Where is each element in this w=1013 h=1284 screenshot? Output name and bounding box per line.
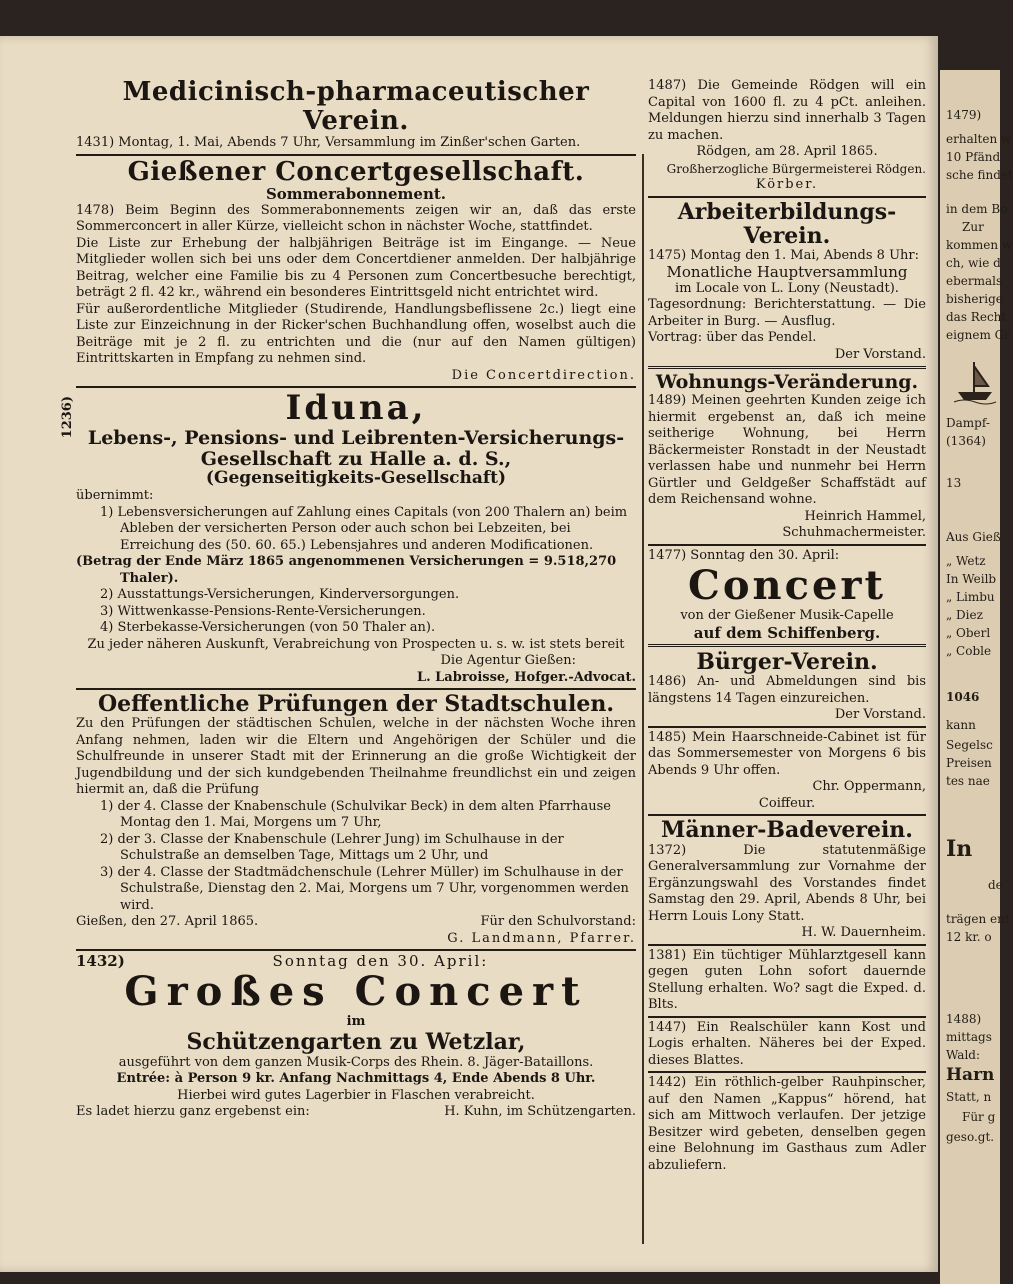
divider: [648, 726, 926, 728]
wohnung-text: 1489) Meinen geehrten Kunden zeige ich hiermit ergebenst an, daß ich meine seitherige Wohnung, bei Herrn Bäckermeister Ronstadt in der Neustadt verlassen habe und nunmehr bei Herrn Gürtler und Geldgeßer Schaffstädt auf dem Reichensand wohne.: [648, 393, 926, 508]
edge-text: 1046: [946, 690, 980, 704]
edge-text: Harn: [946, 1065, 995, 1085]
iduna-title: Iduna,: [285, 388, 427, 429]
roedgen-date: Rödgen, am 28. April 1865.: [696, 144, 878, 159]
grosses-im: im: [346, 1013, 366, 1029]
iduna-outro: Zu jeder näheren Auskunft, Verabreichung von Prospecten u. s. w. ist stets bereit: [87, 636, 625, 652]
iduna-agent: L. Labroisse, Hofger.-Advocat.: [416, 669, 636, 685]
edge-text: erhalten w: [946, 132, 1012, 146]
grosses-title: Großes Concert: [124, 967, 588, 1015]
concert2-head: 1477) Sonntag den 30. April:: [648, 547, 840, 563]
iduna-item: 4) Sterbekasse-Versicherungen (von 50 Thaler an).: [100, 620, 436, 636]
right-column: [648, 78, 926, 1174]
iduna-item: 1) Lebensversicherungen auf Zahlung eines Capitals (von 200 Thalern an) beim Ableben der versicherten Person oder auch schon bei Lebzeiten, bei Erreichung des (50. 60. 65.) Lebensjahres und anderen Modificationen.: [100, 504, 628, 553]
concert-society-subtitle: Sommerabonnement.: [265, 185, 447, 204]
edge-text: „ Coble: [946, 644, 992, 658]
grosses-line1: ausgeführt von dem ganzen Musik-Corps des Rhein. 8. Jäger-Bataillons.: [118, 1054, 594, 1070]
edge-text: bisherige: [946, 292, 1003, 306]
roedgen-name: Körber.: [755, 177, 819, 192]
divider: [648, 1071, 926, 1073]
edge-text: Preisen: [946, 756, 992, 770]
baden-text: 1372) Die statutenmäßige Generalversammlung zur Vornahme der Ergänzungswahl des Vorstandes findet Samstag den 29. April, Abends 8 Uhr, bei Herrn Louis Lony Statt.: [648, 842, 926, 924]
baden-sign: H. W. Dauernheim.: [801, 925, 926, 941]
concert-society-sign: Die Concertdirection.: [451, 367, 636, 383]
buerger-title: Bürger-Verein.: [696, 649, 878, 676]
edge-text: In: [946, 836, 973, 862]
schools-list: [76, 799, 636, 915]
arbeiter-text: 1475) Montag den 1. Mai, Abends 8 Uhr:: [648, 247, 919, 263]
divider: [648, 1016, 926, 1018]
edge-text: „ Diez: [946, 608, 983, 622]
buerger-text: 1486) An- und Abmeldungen sind bis längstens 14 Tagen einzureichen.: [648, 674, 926, 706]
haar-trade: Coiffeur.: [758, 795, 816, 811]
concert-society-p3: Für außerordentliche Mitglieder (Studirende, Handlungsbeflissene 2c.) liegt eine Liste zur Einzeichnung in der Ricker'schen Buchhandlung offen, woselbst auch die Beiträge mit je 2 fl. zu entrichten und die (nur auf den Namen gültigen) Eintrittskarten in Empfang zu nehmen sind.: [76, 301, 636, 367]
schools-title: Oeffentliche Prüfungen der Stadtschulen.: [97, 691, 614, 718]
schools-item: 1) der 4. Classe der Knabenschule (Schulvikar Beck) in dem alten Pfarrhause Montag den 1. Mai, Morgens um 7 Uhr,: [100, 798, 611, 831]
iduna-line1: Lebens-, Pensions- und Leibrenten-Versicherungs-: [87, 426, 625, 449]
iduna-item: 3) Wittwenkasse-Pensions-Rente-Versicherungen.: [100, 603, 426, 619]
edge-text: de: [988, 878, 1003, 892]
schools-item: 2) der 3. Classe der Knabenschule (Lehrer Jung) im Schulhause in der Schulstraße an demselben Tage, Mittags um 2 Uhr, und: [100, 831, 564, 864]
iduna-item: (Betrag der Ende März 1865 angenommenen Versicherungen = 9.518,270 Thaler).: [76, 554, 617, 586]
edge-text: tes nae: [946, 774, 990, 788]
ad-lost-dog: 1442) Ein röthlich-gelber Rauhpinscher, auf den Namen „Kappus“ hörend, hat sich am Mittwoch verlaufen. Der jetzige Besitzer wird gebeten, denselben gegen eine Belohnung im Gasthaus zum Adler abzuliefern.: [648, 1075, 926, 1173]
edge-text: das Recht: [946, 310, 1007, 324]
edge-text: ch, wie d: [946, 256, 1001, 270]
iduna-ad: [60, 388, 636, 686]
concert2-title: Concert: [688, 562, 886, 610]
concert-society-p2: Die Liste zur Erhebung der halbjährigen Beiträge ist im Eingange. — Neue Mitglieder wollen sich bei uns oder dem Concertdiener anmelden. Der halbjährige Beitrag, welcher eine Familie bis zu 4 Personen zum Concertbesuche berechtigt, beträgt 2 fl. 42 kr., während ein besonderes Eintrittsgeld nicht entrichtet wird.: [76, 235, 636, 301]
edge-text: kommen w: [946, 238, 1013, 252]
grosses-place: Schützengarten zu Wetzlar,: [186, 1029, 526, 1056]
schools-date: Gießen, den 27. April 1865.: [76, 914, 259, 930]
edge-text: „ Wetz: [946, 554, 986, 568]
edge-text: kann: [946, 718, 976, 732]
wohnung-trade: Schuhmachermeister.: [782, 525, 926, 541]
grosses-invite: Es ladet hierzu ganz ergebenst ein:: [76, 1104, 310, 1120]
edge-text: In Weilb: [946, 572, 997, 586]
schools-pastor: G. Landmann, Pfarrer.: [447, 930, 636, 946]
grosses-host: H. Kuhn, im Schützengarten.: [444, 1104, 636, 1120]
divider: [648, 366, 926, 369]
edge-text: 10 Pfänd: [946, 150, 1001, 164]
iduna-agency: Die Agentur Gießen:: [440, 653, 576, 669]
concert-society-title: Gießener Concertgesellschaft.: [127, 156, 585, 187]
wohnung-title: Wohnungs-Veränderung.: [655, 371, 919, 394]
grosses-line3: Hierbei wird gutes Lagerbier in Flaschen verabreicht.: [177, 1087, 535, 1103]
edge-text: Segelsc: [946, 738, 993, 752]
concert2-by: von der Gießener Musik-Capelle: [680, 608, 894, 624]
wohnung-name: Heinrich Hammel,: [804, 508, 926, 524]
edge-text: in dem Bo: [946, 202, 1008, 216]
divider: [648, 544, 926, 546]
iduna-line2: Gesellschaft zu Halle a. d. S.,: [200, 447, 512, 470]
arbeiter-location: im Locale von L. Lony (Neustadt).: [675, 280, 899, 296]
concert2-where: auf dem Schiffenberg.: [693, 623, 881, 642]
edge-text: 13: [946, 476, 962, 490]
edge-text: ebermals: [946, 274, 1003, 288]
edge-text: „ Oberl: [946, 626, 991, 640]
schools-item: 3) der 4. Classe der Stadtmädchenschule (Lehrer Müller) im Schulhause in der Schulstraße, Dienstag den 2. Mai, Morgens um 7 Uhr, vorgenommen werden wird.: [100, 864, 629, 913]
haar-name: Chr. Oppermann,: [812, 779, 926, 795]
divider: [648, 814, 926, 816]
divider: [648, 196, 926, 198]
arbeiter-sign: Der Vorstand.: [834, 346, 926, 362]
divider: [76, 154, 636, 156]
iduna-line3: (Gegenseitigkeits-Gesellschaft): [205, 468, 507, 489]
edge-text: (1364): [946, 434, 986, 448]
buerger-sign: Der Vorstand.: [834, 707, 926, 723]
adjacent-page-edge: [940, 70, 1013, 1284]
arbeiter-title: Arbeiterbildungs-Verein.: [677, 198, 897, 249]
ad-realschueler: 1447) Ein Realschüler kann Kost und Logis erhalten. Näheres bei der Exped. dieses Blattes.: [648, 1019, 926, 1068]
divider: [648, 944, 926, 946]
edge-text: eignem Gr: [946, 328, 1010, 342]
concert-society-p1: 1478) Beim Beginn des Sommerabonnements zeigen wir an, daß das erste Sommerconcert in aller Kürze, vielleicht schon in nächster Woche, stattfindet.: [76, 202, 636, 235]
left-column: [60, 77, 636, 1121]
haar-text: 1485) Mein Haarschneide-Cabinet ist für das Sommersemester von Morgens 6 bis Abends 9 Uhr offen.: [648, 729, 926, 778]
edge-text: 1479): [946, 108, 982, 122]
edge-text: Aus Gieß: [946, 530, 1001, 544]
iduna-item: 2) Ausstattungs-Versicherungen, Kinderversorgungen.: [100, 587, 460, 603]
divider: [76, 688, 636, 690]
edge-text: 1488): [946, 1012, 982, 1026]
iduna-intro: übernimmt:: [76, 488, 154, 504]
ad-muehlarzt: 1381) Ein tüchtiger Mühlarztgesell kann gegen guten Lohn sofort dauernde Stellung erhalten. Wo? sagt die Exped. d. Blts.: [648, 947, 926, 1013]
roedgen-office: Großherzogliche Bürgermeisterei Rödgen.: [666, 161, 926, 176]
edge-text: Statt, n: [946, 1090, 992, 1104]
edge-text: Wald:: [946, 1048, 981, 1062]
arbeiter-agenda: Tagesordnung: Berichterstattung. — Die Arbeiter in Burg. — Ausflug.: [648, 297, 926, 329]
ship-icon: [954, 356, 996, 404]
schools-signature: [76, 914, 636, 931]
edge-text: sche findet: [946, 168, 1013, 182]
edge-text: 12 kr. o: [946, 930, 992, 944]
arbeiter-talk: Vortrag: über das Pendel.: [648, 330, 817, 346]
med-verein-title: Medicinisch-pharmaceutischer Verein.: [122, 77, 590, 136]
grosses-number: 1432): [76, 952, 125, 971]
edge-text: Dampf-: [946, 416, 990, 430]
schools-board: Für den Schulvorstand:: [480, 914, 636, 930]
schools-intro: Zu den Prüfungen der städtischen Schulen, welche in der nächsten Woche ihren Anfang nehmen, laden wir die Eltern und Angehörigen der Schüler und die Schulfreunde in unserer Stadt mit der Erinnerung an die große Wichtigkeit der Jugendbildung und der sich kundgebenden Theilnahme freundlichst ein und zeigen hiermit an, daß die Prüfung: [76, 716, 636, 798]
baden-title: Männer-Badeverein.: [661, 817, 913, 844]
edge-text: mittags: [946, 1030, 992, 1044]
edge-text: geso.gt.: [946, 1130, 995, 1144]
edge-text: trägen ent: [946, 912, 1010, 926]
edge-text: Zur: [962, 220, 984, 234]
arbeiter-heading: Monatliche Hauptversammlung: [666, 263, 908, 282]
column-divider: [642, 154, 644, 1244]
roedgen-text: 1487) Die Gemeinde Rödgen will ein Capital von 1600 fl. zu 4 pCt. anleihen. Meldungen hierzu sind innerhalb 3 Tagen zu machen.: [648, 78, 926, 143]
divider: [76, 949, 636, 951]
iduna-list: [76, 505, 636, 637]
grosses-date: Sonntag den 30. April:: [272, 952, 489, 971]
divider: [648, 644, 926, 647]
grosses-line2: Entrée: à Person 9 kr. Anfang Nachmittags 4, Ende Abends 8 Uhr.: [116, 1071, 596, 1087]
edge-text: „ Limbu: [946, 590, 995, 604]
edge-text: Für g: [962, 1110, 996, 1124]
med-verein-text: 1431) Montag, 1. Mai, Abends 7 Uhr, Versammlung im Zinßer'schen Garten.: [76, 135, 581, 151]
iduna-number: 1236): [60, 396, 75, 439]
grosses-line4: [76, 1104, 636, 1121]
